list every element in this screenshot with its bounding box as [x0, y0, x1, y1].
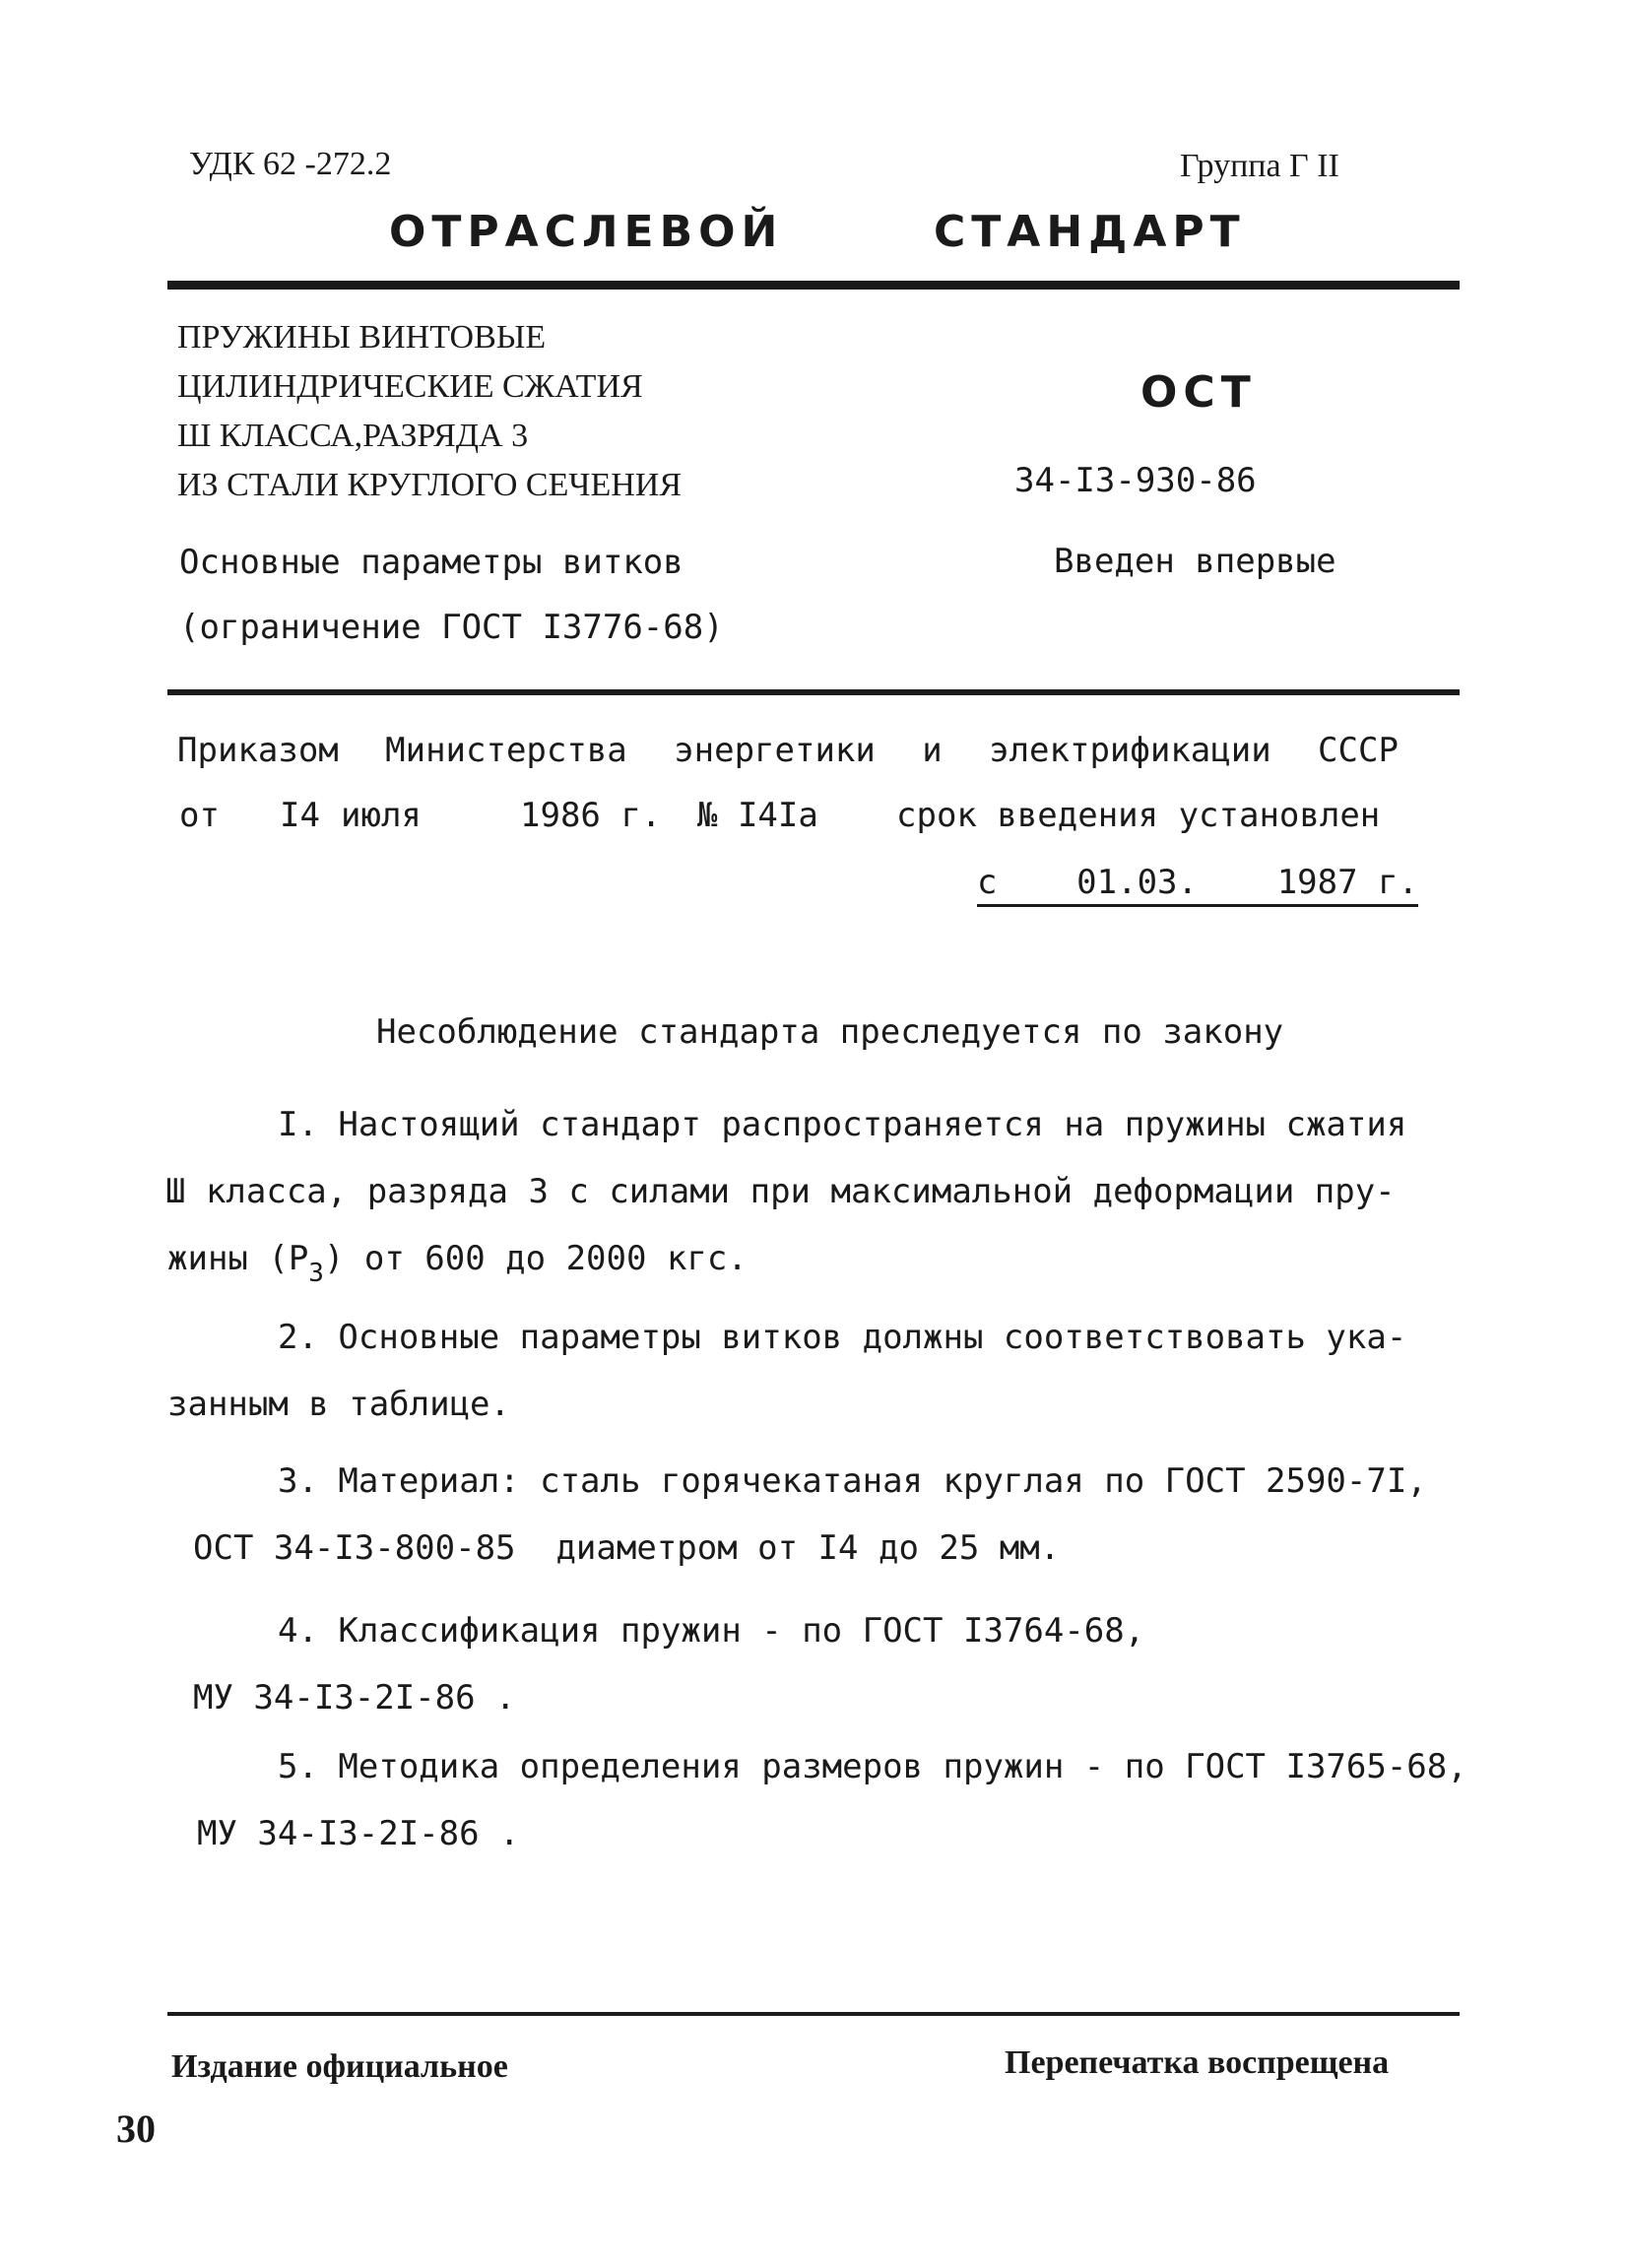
paragraph-3-line-1: 3. Материал: сталь горячекатаная круглая по ГОСТ 2590-7I, [278, 1461, 1427, 1501]
order-word: Министерства [385, 731, 627, 770]
paragraph-1-line-1: I. Настоящий стандарт распространяется на пружины сжатия [278, 1105, 1407, 1144]
legal-warning: Несоблюдение стандарта преследуется по закону [376, 1012, 1284, 1052]
group-code: Группа Г II [1180, 148, 1339, 184]
paragraph-2-line-2: занным в таблице. [167, 1385, 510, 1424]
order-line-2 [179, 796, 220, 835]
doc-type-left: ОТРАСЛЕВОЙ [389, 207, 784, 257]
udk-code: УДК 62 -272.2 [189, 146, 392, 182]
header-rule [167, 281, 1460, 290]
order-word: СССР [1318, 731, 1399, 770]
paragraph-4-line-2: МУ 34-I3-2I-86 . [193, 1678, 516, 1717]
paragraph-3-line-2: ОСТ 34-I3-800-85 диаметром от I4 до 25 мм. [193, 1528, 1061, 1568]
date-year: 1987 г. [1276, 863, 1418, 902]
order-word: энергетики [674, 731, 876, 770]
edition-note: Издание официальное [171, 2048, 508, 2085]
footer-rule [167, 2012, 1460, 2016]
order-word: и [922, 731, 943, 770]
doc-type-right: СТАНДАРТ [934, 207, 1246, 257]
standard-name [177, 313, 682, 510]
paragraph-2-line-1: 2. Основные параметры витков должны соответствовать ука- [278, 1318, 1407, 1357]
title-block-rule [167, 689, 1460, 695]
date-prefix: с [977, 863, 998, 902]
order-month: июля [341, 796, 422, 835]
order-number: № I4Iа [697, 796, 818, 835]
ost-number: 34-I3-930-86 [1014, 461, 1257, 500]
paragraph-5-line-1: 5. Методика определения размеров пружин - по ГОСТ I3765-68, [278, 1747, 1467, 1786]
order-year: 1986 г. [520, 796, 662, 835]
paragraph-1-line-3: жины $(Р_3)$ от 600 до 2000 кгс. [167, 1239, 748, 1288]
order-line-1 [177, 731, 1399, 770]
standard-name-line: ЦИЛИНДРИЧЕСКИЕ СЖАТИЯ [177, 368, 643, 405]
standard-name-line: ПРУЖИНЫ ВИНТОВЫЕ [177, 319, 547, 356]
effective-date [977, 863, 1418, 907]
paragraph-1-line-2: Ш класса, разряда 3 с силами при максимальной деформации пру- [165, 1172, 1396, 1211]
date-value: 01.03. [1076, 863, 1198, 902]
paragraph-5-line-2: МУ 34-I3-2I-86 . [197, 1814, 520, 1853]
subtitle-line: Основные параметры витков [179, 543, 684, 582]
order-word: Приказом [177, 731, 339, 770]
introduced-note: Введен впервые [1054, 542, 1336, 581]
page-number: 30 [116, 2106, 156, 2151]
order-term: срок введения установлен [896, 796, 1381, 835]
ost-label: ОСТ [1140, 367, 1257, 418]
standard-subtitle [179, 530, 724, 660]
standard-name-line: ИЗ СТАЛИ КРУГЛОГО СЕЧЕНИЯ [177, 467, 682, 503]
subtitle-line: (ограничение ГОСТ I3776-68) [179, 608, 724, 647]
order-day: I4 [280, 796, 320, 835]
order-word: от [179, 796, 220, 835]
standard-name-line: Ш КЛАССА,РАЗРЯДА 3 [177, 418, 529, 454]
subscript: 3 [308, 1259, 324, 1288]
paragraph-4-line-1: 4. Классификация пружин - по ГОСТ I3764-68, [278, 1611, 1145, 1651]
reprint-note: Перепечатка воспрещена [1005, 2044, 1390, 2081]
order-word: электрификации [989, 731, 1271, 770]
